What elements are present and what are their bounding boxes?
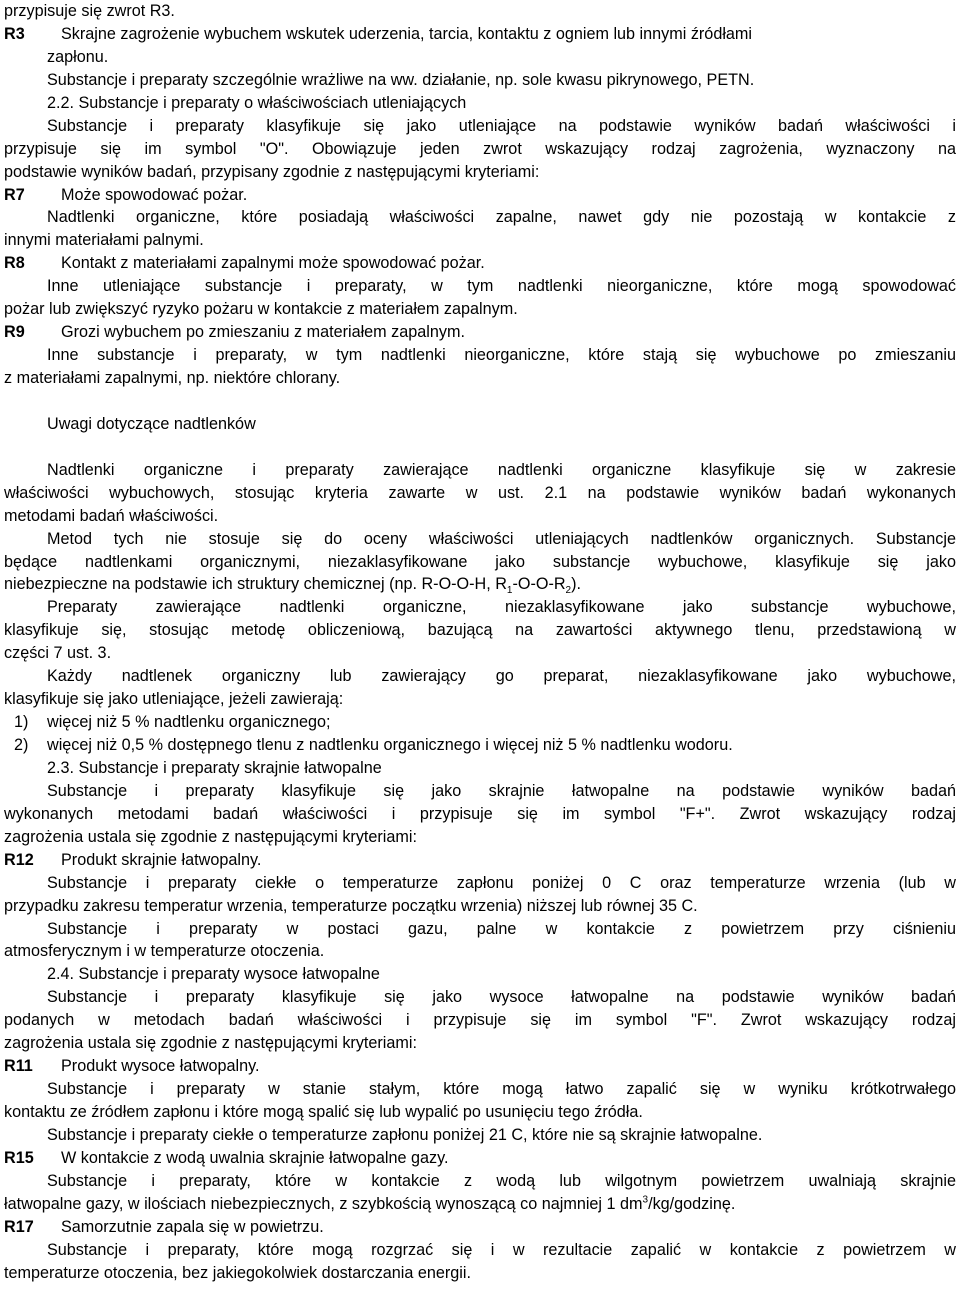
list-number: 2) [14,736,29,754]
text-line: klasyfikuje się, stosując metodę obliczeniową, bazującą na zawartości aktywnego tlenu, przedstawioną w [4,621,956,640]
superscript: 3 [642,1194,649,1206]
text-line: Substancje i preparaty w stanie stałym, które mogą łatwo zapalić się w wyniku krótkotrwałego [47,1080,956,1099]
text-line: innymi materiałami palnymi. [4,231,204,250]
risk-code: R17 [4,1217,34,1236]
blank-line [4,390,956,413]
text-line: zagrożenia ustala się zgodnie z następującymi kryteriami: [4,1034,417,1053]
risk-phrase-line [4,23,956,46]
text-line: Nadtlenki organiczne i preparaty zawierające nadtlenki organiczne klasyfikuje się w zakresie [47,460,956,479]
section-heading: 2.4. Substancje i preparaty wysoce łatwopalne [47,965,380,984]
risk-phrase-line [4,1055,956,1078]
risk-text: Grozi wybuchem po zmieszaniu z materiałem zapalnym. [61,323,465,342]
text-line: Substancje i preparaty, które w kontakcie z wodą lub wilgotnym powietrzem uwalniają skrajnie [47,1171,956,1190]
text-fragment: ). [571,575,581,594]
risk-text: Może spowodować pożar. [61,185,248,204]
text-line: klasyfikuje się jako utleniające, jeżeli zawierają: [4,690,344,709]
list-number: 1) [14,713,29,732]
text-line: zapłonu. [47,47,109,66]
text-line: Substancje i preparaty, które mogą rozgrzać się i w rezultacie zapalić w kontakcie z powietrzem w [47,1240,956,1259]
text-line [4,1193,956,1216]
risk-code: R3 [4,24,25,43]
text-line: Każdy nadtlenek organiczny lub zawierający go preparat, niezaklasyfikowane jako wybuchowe, [47,667,956,686]
text-line: podanych w metodach badań właściwości i przypisuje się im symbol "F". Zwrot wskazujący rodzaj [4,1011,956,1030]
text-line: Substancje i preparaty klasyfikuje się jako wysoce łatwopalne na podstawie wyników badań [47,988,956,1007]
text-line: kontaktu ze źródłem zapłonu i które mogą spalić się lub wypalić po usunięciu tego źródła. [4,1103,643,1121]
text-line: Nadtlenki organiczne, które posiadają właściwości zapalne, nawet gdy nie pozostają w kontakcie z [47,208,956,227]
text-line: Substancje i preparaty klasyfikuje się jako skrajnie łatwopalne na podstawie wyników badań [47,781,956,800]
risk-text: W kontakcie z wodą uwalnia skrajnie łatwopalne gazy. [61,1148,449,1167]
subscript: 1 [506,585,513,597]
text-line: Inne substancje i preparaty, w tym nadtlenki nieorganiczne, które stają się wybuchowe po zmieszaniu [47,346,956,365]
risk-code: R12 [4,850,34,869]
text-fragment: łatwopalne gazy, w ilościach niebezpiecznych, z szybkością wynoszącą co najmniej 1 dm [4,1194,643,1213]
blank-line [4,436,956,459]
text-line: wykonanych metodami badań właściwości i przypisuje się im symbol "F+". Zwrot wskazujący rodzaj [4,804,956,823]
section-heading: Uwagi dotyczące nadtlenków [47,414,256,433]
risk-text: Samorzutnie zapala się w powietrzu. [61,1217,324,1236]
risk-text: Kontakt z materiałami zapalnymi może spowodować pożar. [61,254,485,273]
text-line: Substancje i preparaty klasyfikuje się jako utleniające na podstawie wyników badań właściwości i [47,116,956,135]
text-line: metodami badań właściwości. [4,506,219,525]
text-line: przypadku zakresu temperatur wrzenia, temperaturze początku wrzenia) niższej lub równej 35 C. [4,896,698,915]
risk-phrase-line [4,184,956,207]
risk-code: R9 [4,323,25,342]
text-line: właściwości wybuchowych, stosując kryteria zawarte w ust. 2.1 na podstawie wyników badań wykonanych [4,483,956,502]
risk-code: R7 [4,185,25,204]
text-line: Substancje i preparaty w postaci gazu, palne w kontakcie z powietrzem przy ciśnieniu [47,919,956,938]
section-heading: 2.3. Substancje i preparaty skrajnie łatwopalne [47,758,382,777]
text-line: Substancje i preparaty ciekłe o temperaturze zapłonu poniżej 0 C oraz temperaturze wrzenia (lub w [47,873,956,892]
section-heading: 2.2. Substancje i preparaty o właściwościach utleniających [47,93,467,112]
risk-text: Produkt wysoce łatwopalny. [61,1057,260,1076]
risk-phrase-line [4,849,956,872]
text-fragment: -O-O-R [512,575,566,594]
risk-text: Produkt skrajnie łatwopalny. [61,850,262,869]
text-line [4,573,956,596]
list-text: więcej niż 5 % nadtlenku organicznego; [47,713,331,732]
text-line: Substancje i preparaty ciekłe o temperaturze zapłonu poniżej 21 C, które nie są skrajnie łatwopalne. [47,1125,763,1144]
risk-phrase-line [4,321,956,344]
text-line: atmosferycznym i w temperaturze otoczenia. [4,942,325,961]
text-line: Substancje i preparaty szczególnie wrażliwe na ww. działanie, np. sole kwasu pikrynowego, PETN. [47,70,755,89]
risk-code: R11 [4,1057,33,1076]
text-line: temperaturze otoczenia, bez jakiegokolwiek dostarczania energii. [4,1263,471,1282]
text-line: podstawie wyników badań, przypisany zgodnie z następującymi kryteriami: [4,162,540,181]
risk-phrase-line [4,1216,956,1239]
list-text: więcej niż 0,5 % dostępnego tlenu z nadtlenku organicznego i więcej niż 5 % nadtlenku wodoru. [47,736,733,754]
text-line: zagrożenia ustala się zgodnie z następującymi kryteriami: [4,827,417,846]
text-line: Metod tych nie stosuje się do oceny właściwości utleniających nadtlenków organicznych. Substancje [47,529,956,548]
list-item [4,734,956,757]
text-line: Inne utleniające substancje i preparaty, w tym nadtlenki nieorganiczne, które mogą spowodować [47,277,956,296]
list-item [4,711,956,734]
text-fragment: niebezpieczne na podstawie ich struktury chemicznej (np. R-O-O-H, R [4,575,507,594]
risk-phrase-line [4,1147,956,1170]
risk-code: R8 [4,254,25,273]
risk-code: R15 [4,1148,34,1167]
risk-text: Skrajne zagrożenie wybuchem wskutek uderzenia, tarcia, kontaktu z ogniem lub innymi źródłami [61,24,752,43]
text-fragment: /kg/godzinę. [648,1194,736,1213]
text-line: przypisuje się zwrot R3. [4,2,175,20]
text-line: pożar lub zwiększyć ryzyko pożaru w kontakcie z materiałem zapalnym. [4,300,518,319]
text-line: części 7 ust. 3. [4,644,112,663]
text-line: będące nadtlenkami organicznymi, niezaklasyfikowane jako substancje wybuchowe, klasyfikuje się jako [4,552,956,571]
text-line: Preparaty zawierające nadtlenki organiczne, niezaklasyfikowane jako substancje wybuchowe, [47,598,956,617]
risk-phrase-line [4,252,956,275]
text-line: z materiałami zapalnymi, np. niektóre chlorany. [4,369,341,387]
subscript: 2 [565,585,572,597]
text-line: przypisuje się im symbol "O". Obowiązuje jeden zwrot wskazujący rodzaj zagrożenia, wyznaczony na [4,139,956,158]
